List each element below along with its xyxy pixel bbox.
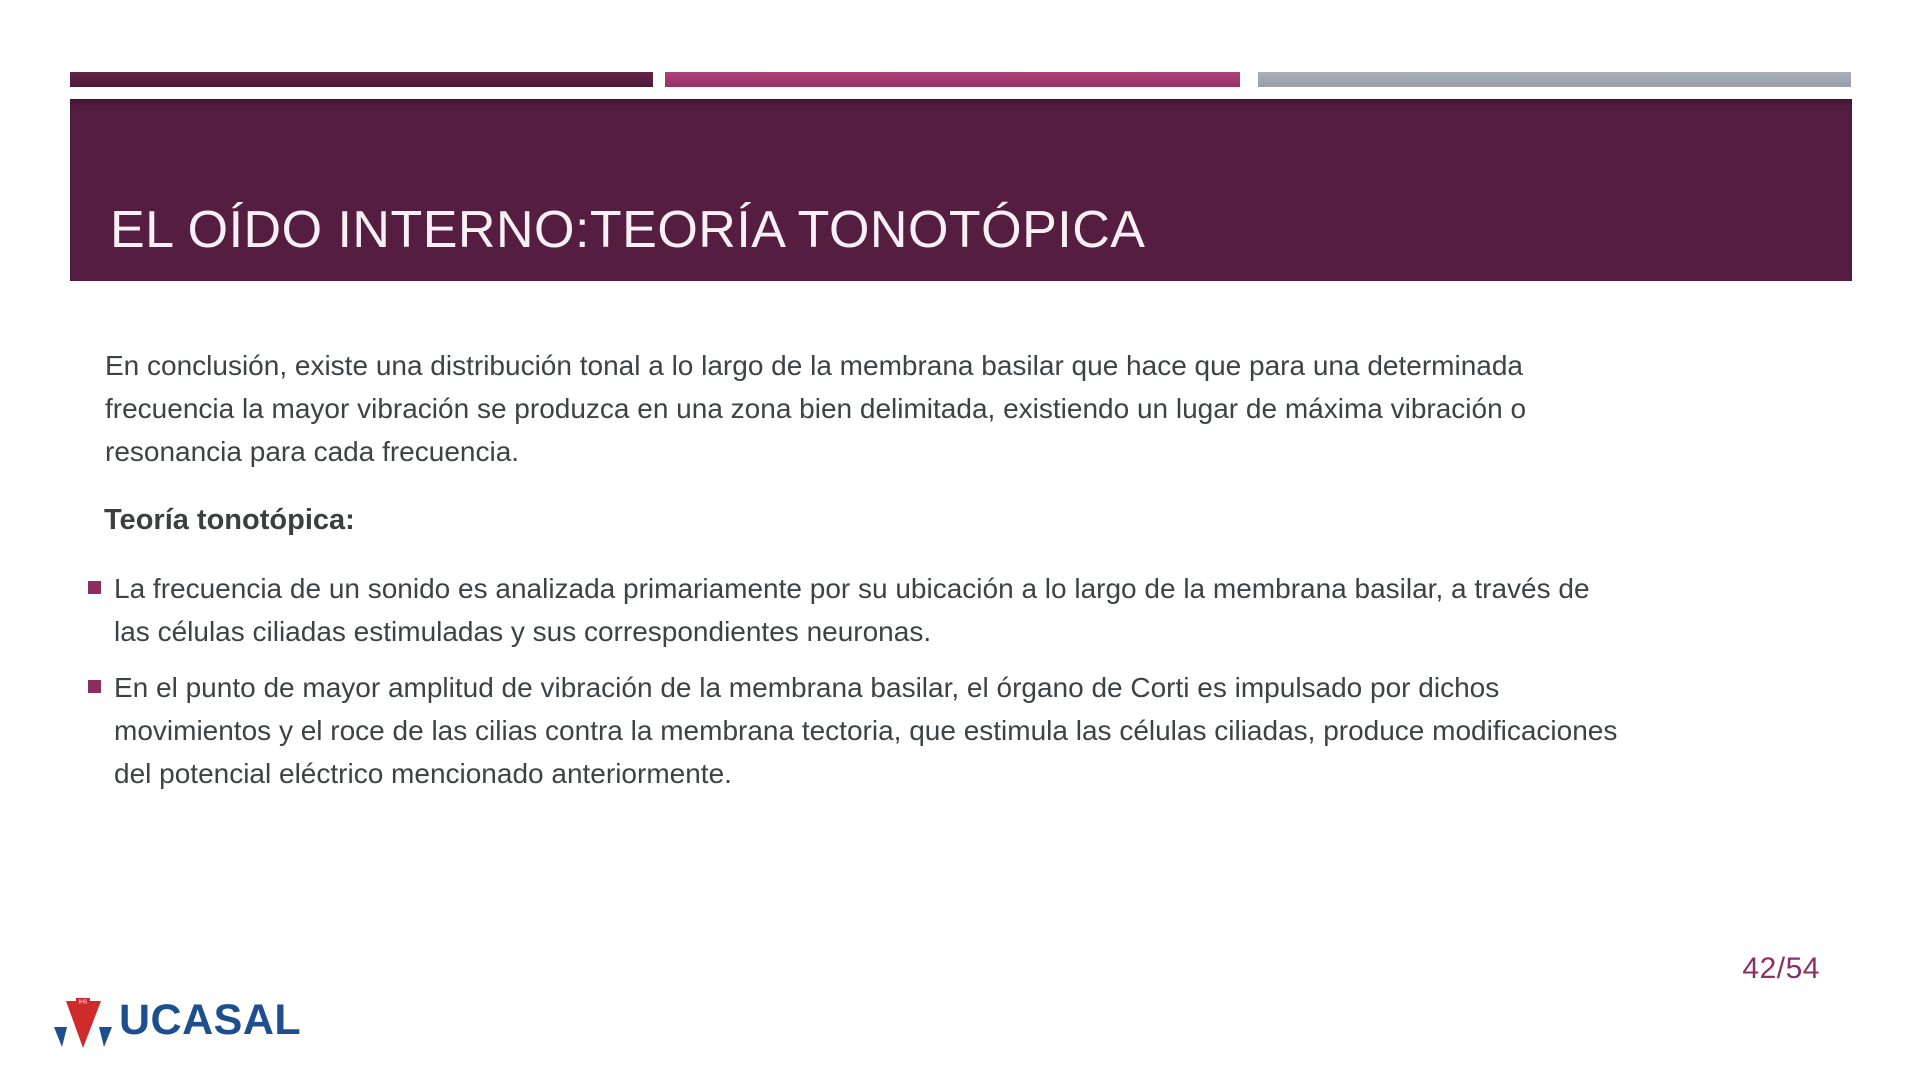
accent-bar-magenta	[665, 72, 1240, 87]
list-item	[88, 666, 1618, 795]
bullet-list	[88, 567, 1618, 795]
accent-bar-dark	[70, 72, 653, 87]
intro-paragraph: En conclusión, existe una distribución tonal a lo largo de la membrana basilar que hace que para una determinada frecuencia la mayor vibración se produzca en una zona bien delimitada, existiendo un lugar de máxima vibración o resonancia para cada frecuencia.	[105, 350, 1527, 467]
slide-body	[88, 344, 1618, 808]
bullet-square-icon	[88, 581, 101, 594]
bullet-text: La frecuencia de un sonido es analizada primariamente por su ubicación a lo largo de la membrana basilar, a través de las células ciliadas estimuladas y sus correspondientes neuronas.	[114, 573, 1590, 647]
accent-bar-gray	[1258, 72, 1851, 87]
ucasal-logo	[54, 998, 301, 1048]
logo-wordmark: UCASAL	[119, 996, 302, 1044]
ucasal-shield-icon	[54, 998, 113, 1048]
list-item	[88, 567, 1618, 653]
bullet-square-icon	[88, 680, 101, 693]
title-block	[70, 99, 1852, 281]
slide-title: EL OÍDO INTERNO:TEORÍA TONOTÓPICA	[110, 200, 1146, 259]
page-number: 42/54	[1742, 952, 1820, 985]
logo-mark-text: IHS	[78, 999, 88, 1006]
bullet-text: En el punto de mayor amplitud de vibración de la membrana basilar, el órgano de Corti es impulsado por dichos movimientos y el roce de las cilias contra la membrana tectoria, que estimula las células ciliadas, produce modificaciones del potencial eléctrico mencionado anteriormente.	[114, 672, 1618, 789]
subheading: Teoría tonotópica:	[104, 504, 355, 536]
